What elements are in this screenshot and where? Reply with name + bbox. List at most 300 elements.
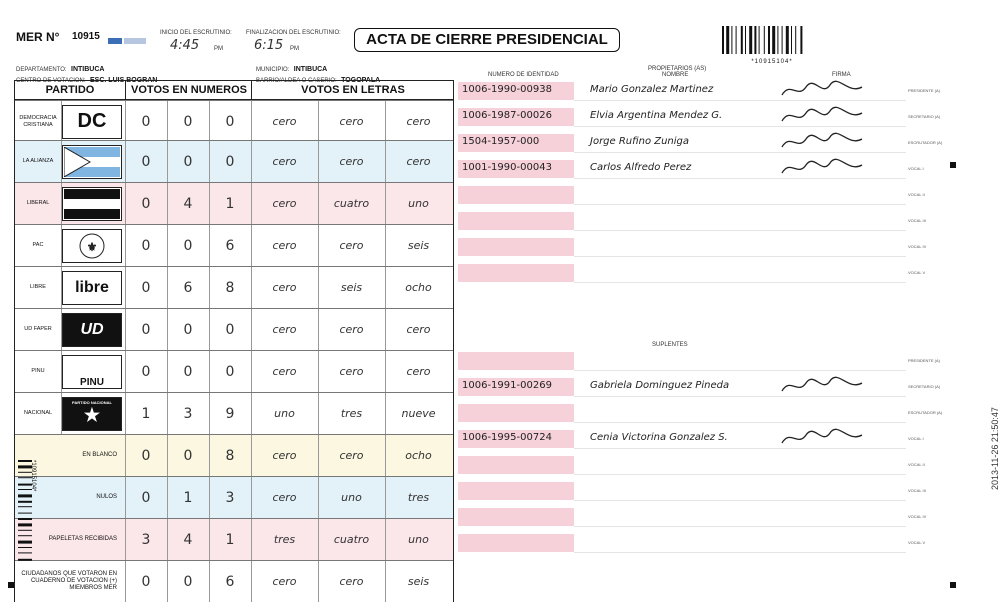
- vote-digit: 1: [225, 195, 235, 212]
- column-divider: [385, 351, 386, 392]
- id-field: [458, 238, 574, 256]
- party-row: [15, 434, 453, 476]
- party-name: LA ALIANZA: [22, 158, 54, 164]
- vote-digit: 4: [183, 531, 193, 548]
- party-name: UD FAPER: [24, 326, 52, 332]
- party-logo-box: [62, 145, 122, 179]
- vote-word: ocho: [405, 449, 432, 462]
- column-divider: [167, 435, 168, 476]
- column-divider: [167, 225, 168, 266]
- vote-word: cero: [272, 115, 297, 128]
- column-divider: [125, 477, 126, 518]
- vote-digit: 0: [225, 363, 235, 380]
- column-divider: [251, 351, 252, 392]
- barcode-bar: [795, 26, 796, 54]
- vote-word: cuatro: [333, 197, 370, 210]
- col-firma: FIRMA: [832, 72, 851, 78]
- column-divider: [251, 393, 252, 434]
- id-field: [458, 404, 574, 422]
- party-name: LIBRE: [30, 284, 46, 290]
- role-label: SECRETARIO (A): [908, 114, 941, 119]
- column-divider: [251, 183, 252, 224]
- column-divider: [167, 351, 168, 392]
- col-propietarios: PROPIETARIOS (AS): [648, 66, 707, 72]
- party-logo: [62, 351, 122, 392]
- vote-digit: 6: [225, 237, 235, 254]
- column-divider: [318, 519, 319, 560]
- vote-digit: 0: [225, 321, 235, 338]
- column-divider: [167, 309, 168, 350]
- name-line: [574, 534, 906, 553]
- barcode-bar: [791, 26, 792, 54]
- column-divider: [318, 267, 319, 308]
- column-divider: [209, 519, 210, 560]
- column-divider: [125, 561, 126, 602]
- barcode-bar: [759, 26, 760, 54]
- party-logo: [62, 183, 122, 224]
- inicio-suffix: PM: [214, 46, 223, 52]
- inicio-value: 4:45: [170, 38, 200, 53]
- column-divider: [318, 183, 319, 224]
- id-field: [458, 456, 574, 474]
- member-name: Cenia Victorina Gonzalez S.: [590, 432, 728, 443]
- vote-word: cero: [339, 239, 364, 252]
- column-divider: [385, 225, 386, 266]
- member-name: Mario Gonzalez Martinez: [590, 84, 714, 95]
- identity-number: 1006-1995-00724: [462, 432, 552, 443]
- vote-digit: 0: [141, 153, 151, 170]
- column-divider: [125, 141, 126, 182]
- barcode-text: *10915104*: [751, 59, 793, 65]
- signature: [778, 79, 868, 101]
- barcode-bar: [741, 26, 743, 54]
- vote-digit: 8: [225, 279, 235, 296]
- party-row: [15, 100, 453, 142]
- role-label: VOCAL I: [908, 166, 924, 171]
- barcode-bar: [731, 26, 732, 54]
- vote-digit: 1: [225, 531, 235, 548]
- name-line: [574, 186, 906, 205]
- barcode-bar: [726, 26, 729, 54]
- vote-word: cero: [406, 323, 431, 336]
- signature: [778, 427, 868, 449]
- role-label: SECRETARIO (A): [908, 384, 941, 389]
- column-divider: [385, 101, 386, 142]
- vote-digit: 3: [183, 405, 193, 422]
- mer-number: 10915: [72, 31, 100, 42]
- column-divider: [61, 309, 62, 350]
- top-barcode: [722, 26, 822, 65]
- column-divider: [251, 309, 252, 350]
- column-divider: [385, 393, 386, 434]
- vote-word: tres: [340, 407, 363, 420]
- vote-digit: 0: [141, 321, 151, 338]
- party-logo: [62, 393, 122, 434]
- vote-digit: 0: [141, 573, 151, 590]
- vote-digit: 1: [141, 405, 151, 422]
- column-divider: [125, 101, 126, 142]
- column-divider: [251, 225, 252, 266]
- barcode-bar: [772, 26, 775, 54]
- member-name: Elvia Argentina Mendez G.: [590, 110, 723, 121]
- id-field: [458, 482, 574, 500]
- role-label: VOCAL IV: [908, 514, 927, 519]
- signature: [778, 375, 868, 397]
- column-divider: [61, 225, 62, 266]
- vote-digit: 0: [141, 113, 151, 130]
- party-row: [15, 308, 453, 350]
- column-divider: [251, 477, 252, 518]
- col-partido: PARTIDO: [15, 81, 125, 100]
- party-row: [15, 392, 453, 434]
- barcode-bar: [18, 559, 32, 561]
- vote-word: uno: [341, 491, 362, 504]
- column-divider: [385, 519, 386, 560]
- nacional-logo-text: PARTIDO NACIONAL: [72, 399, 112, 405]
- vote-digit: 0: [141, 447, 151, 464]
- identity-number: 1006-1990-00938: [462, 84, 552, 95]
- column-divider: [167, 519, 168, 560]
- signature: [778, 131, 868, 153]
- col-numeros: VOTOS EN NUMEROS: [125, 81, 252, 100]
- vote-word: cero: [272, 155, 297, 168]
- corner-mark: [950, 582, 956, 588]
- barcode-bar: [18, 552, 32, 553]
- page-title: ACTA DE CIERRE PRESIDENCIAL: [354, 28, 620, 52]
- role-label: VOCAL V: [908, 540, 926, 545]
- party-logo-box: [62, 187, 122, 221]
- party-row: [15, 476, 453, 518]
- vote-word: ocho: [405, 281, 432, 294]
- column-divider: [318, 225, 319, 266]
- column-divider: [385, 561, 386, 602]
- barcode-bar: [745, 26, 746, 54]
- barcode-bar: [782, 26, 783, 54]
- vote-digit: 0: [141, 363, 151, 380]
- svg-text:⚜: ⚜: [86, 239, 98, 254]
- identity-number: 1001-1990-00043: [462, 162, 552, 173]
- vote-digit: 6: [225, 573, 235, 590]
- vote-word: cero: [406, 365, 431, 378]
- vote-word: cero: [339, 115, 364, 128]
- vote-digit: 8: [225, 447, 235, 464]
- vote-word: uno: [408, 197, 429, 210]
- identity-number: 1006-1991-00269: [462, 380, 552, 391]
- vote-word: cero: [272, 323, 297, 336]
- column-divider: [385, 309, 386, 350]
- column-divider: [125, 183, 126, 224]
- role-label: PRESIDENTE (A): [908, 88, 941, 93]
- party-logo: [62, 225, 122, 266]
- vote-word: cero: [272, 281, 297, 294]
- inicio-label: INICIO DEL ESCRUTINIO:: [160, 30, 232, 36]
- tse-logo: [108, 33, 148, 43]
- vote-digit: 4: [183, 195, 193, 212]
- party-row: [15, 224, 453, 266]
- column-divider: [125, 435, 126, 476]
- party-logo: [62, 267, 122, 308]
- vote-digit: 0: [183, 573, 193, 590]
- column-divider: [251, 561, 252, 602]
- vote-word: seis: [407, 575, 430, 588]
- corner-mark: [950, 162, 956, 168]
- role-label: VOCAL IV: [908, 244, 927, 249]
- vote-word: cero: [339, 365, 364, 378]
- barcode-bar: [736, 26, 737, 54]
- column-divider: [209, 435, 210, 476]
- column-divider: [385, 141, 386, 182]
- member-name: Jorge Rufino Zuniga: [590, 136, 690, 147]
- name-line: [574, 482, 906, 501]
- id-field: [458, 508, 574, 526]
- role-label: VOCAL III: [908, 218, 926, 223]
- barcode-bar: [18, 523, 32, 526]
- barcode-bar: [18, 547, 32, 548]
- column-divider: [209, 141, 210, 182]
- column-divider: [61, 101, 62, 142]
- party-logo: [62, 309, 122, 350]
- column-divider: [209, 267, 210, 308]
- vote-word: cero: [272, 575, 297, 588]
- column-divider: [318, 561, 319, 602]
- barcode-bar: [800, 26, 802, 54]
- party-logo-box: [62, 397, 122, 431]
- role-label: VOCAL V: [908, 270, 926, 275]
- departamento-label: DEPARTAMENTO:: [16, 67, 67, 73]
- barrio-label: BARRIO/ALDEA O CASERIO:: [256, 78, 337, 84]
- final-suffix: PM: [290, 46, 299, 52]
- column-divider: [385, 267, 386, 308]
- party-name: PAC: [32, 242, 44, 248]
- vote-word: cero: [339, 155, 364, 168]
- suplentes-title: SUPLENTES: [652, 342, 688, 348]
- column-divider: [318, 309, 319, 350]
- party-name: NACIONAL: [23, 410, 53, 416]
- name-line: [574, 456, 906, 475]
- star-icon: ★: [83, 404, 101, 425]
- vote-word: cero: [406, 115, 431, 128]
- vote-word: tres: [273, 533, 296, 546]
- vote-digit: 0: [183, 447, 193, 464]
- vote-digit: 1: [183, 489, 193, 506]
- barcode-bar: [749, 26, 752, 54]
- column-divider: [318, 101, 319, 142]
- barcode-bar: [722, 26, 724, 54]
- party-logo-box: UD: [62, 313, 122, 347]
- column-divider: [251, 435, 252, 476]
- barcode-bar: [768, 26, 770, 54]
- party-logo-box: [62, 229, 122, 263]
- vote-word: cero: [272, 197, 297, 210]
- signature: [778, 157, 868, 179]
- column-divider: [209, 101, 210, 142]
- vote-word: cero: [339, 323, 364, 336]
- member-name: Gabriela Dominguez Pineda: [590, 380, 730, 391]
- column-divider: [318, 393, 319, 434]
- column-divider: [209, 183, 210, 224]
- barcode-bar: [18, 506, 32, 507]
- vote-word: cero: [272, 491, 297, 504]
- barcode-bar: [18, 501, 32, 503]
- vote-word: tres: [407, 491, 430, 504]
- column-divider: [251, 519, 252, 560]
- vote-word: cero: [406, 155, 431, 168]
- role-label: VOCAL II: [908, 192, 925, 197]
- column-divider: [209, 351, 210, 392]
- mer-label: MER N°: [16, 30, 60, 44]
- party-name: LIBERAL: [26, 200, 50, 206]
- side-barcode: [18, 460, 40, 590]
- column-divider: [318, 435, 319, 476]
- party-name: DEMOCRACIA CRISTIANA: [19, 114, 57, 128]
- column-divider: [167, 561, 168, 602]
- column-divider: [125, 309, 126, 350]
- name-line: [574, 238, 906, 257]
- vote-digit: 0: [183, 363, 193, 380]
- signature: [778, 105, 868, 127]
- party-logo-box: DC: [62, 105, 122, 139]
- vote-digit: 0: [183, 113, 193, 130]
- identity-number: 1006-1987-00026: [462, 110, 552, 121]
- vote-word: cero: [272, 239, 297, 252]
- name-line: [574, 352, 906, 371]
- vote-word: uno: [274, 407, 295, 420]
- role-label: VOCAL III: [908, 488, 926, 493]
- id-field: [458, 186, 574, 204]
- final-label: FINALIZACION DEL ESCRUTINIO:: [246, 30, 341, 36]
- vote-word: cuatro: [333, 533, 370, 546]
- party-row: [15, 518, 453, 560]
- vote-word: cero: [339, 575, 364, 588]
- party-logo-box: libre: [62, 271, 122, 305]
- barcode-bar: [18, 494, 32, 497]
- column-divider: [125, 393, 126, 434]
- id-field: [458, 212, 574, 230]
- vote-digit: 3: [225, 489, 235, 506]
- role-label: VOCAL I: [908, 436, 924, 441]
- vote-digit: 3: [141, 531, 151, 548]
- name-line: [574, 404, 906, 423]
- column-divider: [209, 561, 210, 602]
- vote-word: seis: [340, 281, 363, 294]
- column-divider: [61, 393, 62, 434]
- column-divider: [167, 393, 168, 434]
- column-divider: [318, 351, 319, 392]
- id-field: [458, 264, 574, 282]
- role-label: ESCRUTADOR (A): [908, 140, 943, 145]
- party-row: [15, 182, 453, 224]
- column-divider: [251, 267, 252, 308]
- col-letras: VOTOS EN LETRAS: [251, 81, 454, 100]
- vote-word: cero: [272, 365, 297, 378]
- party-row: [15, 140, 453, 182]
- vote-word: cero: [272, 449, 297, 462]
- role-label: ESCRUTADOR (A): [908, 410, 943, 415]
- barcode-bar: [18, 518, 32, 520]
- party-row: [15, 560, 453, 602]
- column-divider: [61, 141, 62, 182]
- column-divider: [167, 141, 168, 182]
- municipio-label: MUNICIPIO:: [256, 67, 290, 73]
- vote-digit: 0: [183, 237, 193, 254]
- column-divider: [318, 477, 319, 518]
- vote-word: seis: [407, 239, 430, 252]
- party-logo-box: PINU: [62, 355, 122, 389]
- column-divider: [209, 393, 210, 434]
- column-divider: [125, 351, 126, 392]
- column-divider: [61, 183, 62, 224]
- column-divider: [167, 267, 168, 308]
- column-divider: [385, 477, 386, 518]
- vote-digit: 0: [183, 321, 193, 338]
- barcode-bar: [764, 26, 765, 54]
- centro-label: CENTRO DE VOTACION:: [16, 78, 86, 84]
- column-divider: [209, 225, 210, 266]
- vote-digit: 0: [183, 153, 193, 170]
- column-divider: [125, 225, 126, 266]
- vote-digit: 0: [225, 153, 235, 170]
- name-line: [574, 508, 906, 527]
- barcode-bar: [18, 530, 32, 531]
- votes-table: [14, 80, 454, 602]
- id-field: [458, 352, 574, 370]
- column-divider: [251, 101, 252, 142]
- column-divider: [167, 183, 168, 224]
- column-divider: [209, 477, 210, 518]
- role-label: VOCAL II: [908, 462, 925, 467]
- party-logo: [62, 101, 122, 142]
- vote-word: uno: [408, 533, 429, 546]
- party-row: [15, 266, 453, 308]
- side-barcode-text: *10915104*: [30, 460, 36, 492]
- party-name: CIUDADANOS QUE VOTARON EN CUADERNO DE VOTACION (+) MIEMBROS MER: [21, 571, 117, 591]
- vote-digit: 9: [225, 405, 235, 422]
- party-name: PINU: [31, 368, 45, 374]
- vote-digit: 0: [141, 489, 151, 506]
- id-field: [458, 534, 574, 552]
- corner-mark: [8, 582, 14, 588]
- name-line: [574, 212, 906, 231]
- col-identidad: NUMERO DE IDENTIDAD: [488, 72, 559, 78]
- vote-digit: 0: [141, 195, 151, 212]
- barcode-bar: [18, 541, 32, 544]
- vote-digit: 0: [225, 113, 235, 130]
- party-row: [15, 350, 453, 392]
- column-divider: [385, 435, 386, 476]
- vote-digit: 6: [183, 279, 193, 296]
- vote-word: cero: [339, 449, 364, 462]
- scan-timestamp: 2013-11-26 21:50:47: [990, 407, 1000, 490]
- column-divider: [385, 183, 386, 224]
- party-name: EN BLANCO: [82, 452, 117, 458]
- final-value: 6:15: [254, 38, 284, 53]
- centro-value: ESC. LUIS BOGRAN: [90, 77, 158, 84]
- column-divider: [167, 101, 168, 142]
- vote-digit: 0: [141, 237, 151, 254]
- vote-digit: 0: [141, 279, 151, 296]
- party-name: NULOS: [96, 494, 117, 500]
- municipio-value: INTIBUCA: [293, 66, 328, 73]
- column-divider: [61, 351, 62, 392]
- departamento-value: INTIBUCA: [71, 66, 105, 73]
- column-divider: [125, 519, 126, 560]
- column-divider: [251, 141, 252, 182]
- col-nombre: NOMBRE: [662, 72, 689, 78]
- column-divider: [61, 267, 62, 308]
- role-label: PRESIDENTE (A): [908, 358, 941, 363]
- column-divider: [209, 309, 210, 350]
- name-line: [574, 264, 906, 283]
